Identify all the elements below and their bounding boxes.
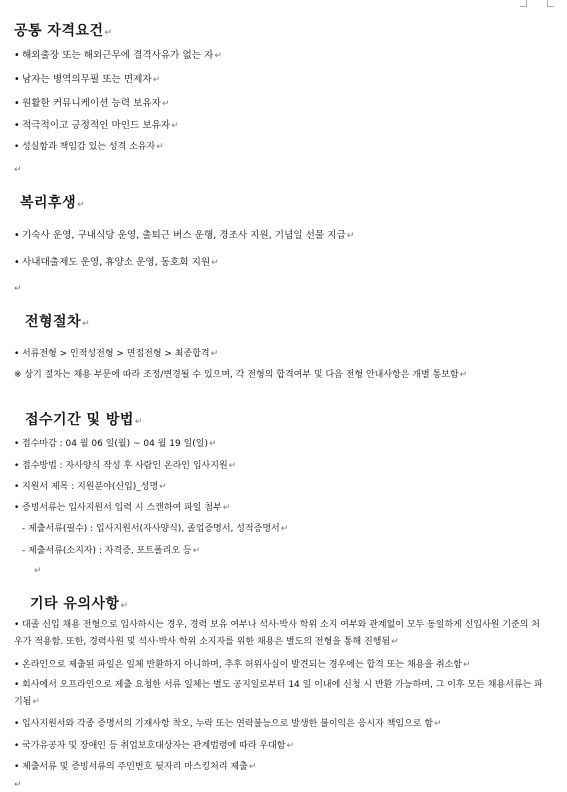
list-item: • 제출서류 및 증빙서류의 주민번호 뒷자리 마스킹처리 제출↵ <box>14 762 257 772</box>
empty-paragraph: ↵ <box>34 566 42 576</box>
list-item: • 남자는 병역의무필 또는 면제자↵ <box>14 74 161 85</box>
list-item: • 접수마감 : 04 월 06 일(월) ~ 04 월 19 일(일)↵ <box>14 439 217 449</box>
list-item: • 적극적이고 긍정적인 마인드 보유자↵ <box>14 120 179 131</box>
list-item: • 국가유공자 및 장애인 등 취업보호대상자는 관계법령에 따라 우대함↵ <box>14 741 295 751</box>
process-note: ※ 상기 절차는 채용 부문에 따라 조정/변경될 수 있으며, 각 전형의 합격여부 및 다음 전형 안내사항은 개별 통보함↵ <box>14 370 468 380</box>
list-item: • 접수방법 : 자사양식 작성 후 사람인 온라인 입사지원↵ <box>14 461 237 471</box>
margin-corner-left <box>520 0 527 7</box>
list-item: • 지원서 제목 : 지원분야(신입)_성명↵ <box>14 482 167 492</box>
sub-list-item: - 제출서류(소지자) : 자격증, 포트폴리오 등↵ <box>22 546 201 556</box>
list-item: • 사내대출제도 운영, 휴양소 운영, 동호회 지원↵ <box>14 257 219 268</box>
section-heading-apply: 접수기간 및 방법↵ <box>25 412 143 428</box>
list-item: • 회사에서 오프라인으로 제출 요청한 서류 일체는 별도 공지일로부터 14 일 이내에 신청 시 반환 가능하며, 그 이후 모든 채용서류는 파기됨↵ <box>14 680 543 707</box>
list-item: • 성실함과 책임감 있는 성격 소유자↵ <box>14 142 164 152</box>
list-item: • 해외출장 또는 해외근무에 결격사유가 없는 자↵ <box>14 50 222 61</box>
list-item: • 온라인으로 제출된 파일은 일체 반환하지 아니하며, 추후 허위사실이 발견되는 경우에는 합격 또는 채용을 취소함↵ <box>14 660 471 670</box>
list-item: • 원활한 커뮤니케이션 능력 보유자↵ <box>14 98 170 109</box>
list-item: • 대졸 신입 채용 전형으로 입사하시는 경우, 경력 보유 여부나 석사·박사 학위 소지 여부와 관계없이 모두 동일하게 신입사원 기준의 처우가 적용함. 또한, 경력사원 및 석사·박사 학위 소지자를 위한 채용은 별도의 전형을 통해 진행됨↵ <box>14 620 541 647</box>
section-heading-process: 전형절차↵ <box>25 314 91 330</box>
sub-list-item: - 제출서류(필수) : 입사지원서(자사양식), 졸업증명서, 성적증명서↵ <box>22 524 289 534</box>
margin-corner-right <box>547 0 554 7</box>
section-heading-common: 공통 자격요건↵ <box>14 23 113 39</box>
list-item: • 증빙서류는 입사지원서 입력 시 스캔하여 파일 첨부↵ <box>14 503 231 513</box>
empty-paragraph: ↵ <box>14 780 22 790</box>
section-heading-welfare: 복리후생↵ <box>20 195 86 211</box>
empty-paragraph: ↵ <box>14 165 22 175</box>
process-steps: • 서류전형 > 인적성전형 > 면접전형 > 최종합격↵ <box>14 349 219 359</box>
section-heading-etc: 기타 유의사항↵ <box>30 596 129 612</box>
empty-paragraph: ↵ <box>14 284 22 294</box>
list-item: • 입사지원서와 각종 증명서의 기재사항 착오, 누락 또는 연락불능으로 발생한 불이익은 응시자 책임으로 함↵ <box>14 719 442 729</box>
list-item: • 기숙사 운영, 구내식당 운영, 출퇴근 버스 운행, 경조사 지원, 기념일 선물 지급↵ <box>14 230 355 241</box>
